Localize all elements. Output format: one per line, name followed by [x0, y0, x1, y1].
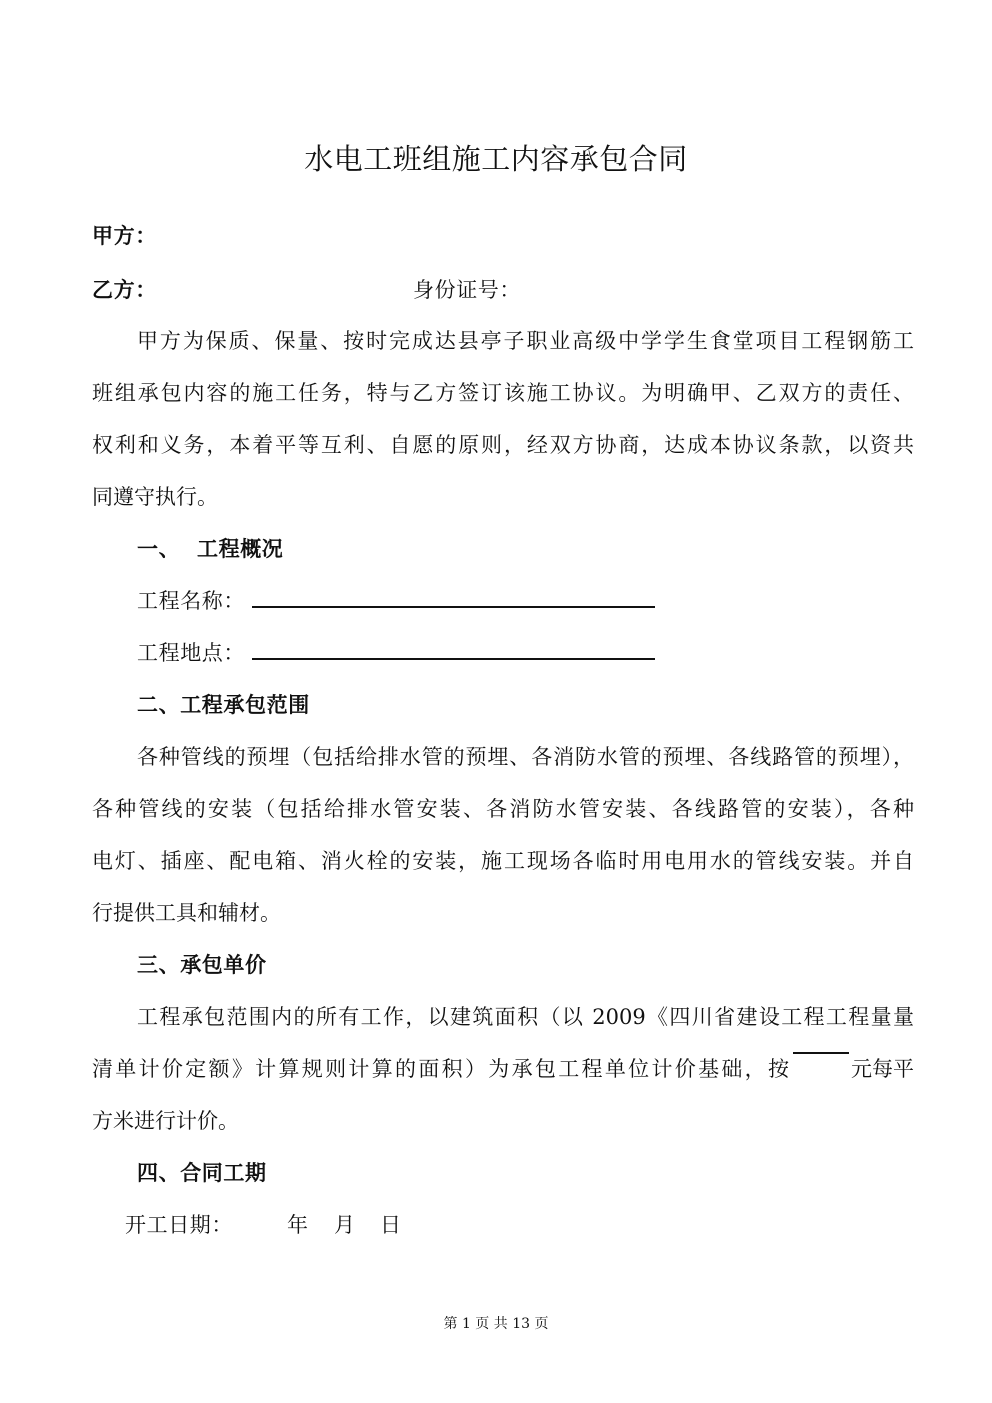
party-a-label: 甲方：	[92, 223, 157, 248]
day-label: 日	[380, 1213, 402, 1237]
price-line-prefix: 清单计价定额》计算规则计算的面积）为承包工程单位计价基础，按	[92, 1057, 789, 1081]
scope-line: 行提供工具和辅材。	[92, 901, 281, 925]
scope-line: 电灯、插座、配电箱、消火栓的安装，施工现场各临时用电用水的管线安装。并自	[92, 849, 914, 873]
party-b-label: 乙方：	[92, 277, 157, 302]
project-name-blank[interactable]	[252, 606, 655, 608]
project-name-label: 工程名称：	[137, 589, 245, 613]
scope-line: 各种管线的预埋（包括给排水管的预埋、各消防水管的预埋、各线路管的预埋），	[137, 745, 914, 769]
intro-line: 班组承包内容的施工任务，特与乙方签订该施工协议。为明确甲、乙双方的责任、	[92, 381, 914, 405]
intro-line: 权利和义务，本着平等互利、自愿的原则，经双方协商，达成本协议条款，以资共	[92, 433, 914, 457]
section1-heading: 工程概况	[197, 536, 284, 561]
year-label: 年	[287, 1213, 309, 1237]
section3-heading: 三、承包单价	[137, 952, 267, 977]
project-location-blank[interactable]	[252, 658, 655, 660]
price-line	[92, 1053, 914, 1083]
page-footer: 第 1 页 共 13 页	[443, 1316, 549, 1332]
unit-price-blank[interactable]	[793, 1051, 849, 1054]
price-line: 工程承包范围内的所有工作，以建筑面积（以 2009《四川省建设工程工程量量	[137, 1005, 914, 1029]
project-location-label: 工程地点：	[137, 641, 245, 665]
month-label: 月	[334, 1213, 356, 1237]
intro-line: 同遵守执行。	[92, 485, 218, 509]
section4-heading: 四、合同工期	[137, 1160, 267, 1185]
start-date-label: 开工日期：	[125, 1213, 233, 1237]
document-title: 水电工班组施工内容承包合同	[304, 142, 688, 176]
id-number-label: 身份证号：	[413, 278, 521, 302]
section2-heading: 二、工程承包范围	[137, 692, 310, 717]
price-line-suffix: 元每平	[851, 1057, 914, 1081]
price-line: 方米进行计价。	[92, 1109, 239, 1133]
intro-line: 甲方为保质、保量、按时完成达县亭子职业高级中学学生食堂项目工程钢筋工	[137, 329, 914, 353]
scope-line: 各种管线的安装（包括给排水管安装、各消防水管安装、各线路管的安装），各种	[92, 797, 914, 821]
section1-number: 一、	[137, 536, 181, 561]
